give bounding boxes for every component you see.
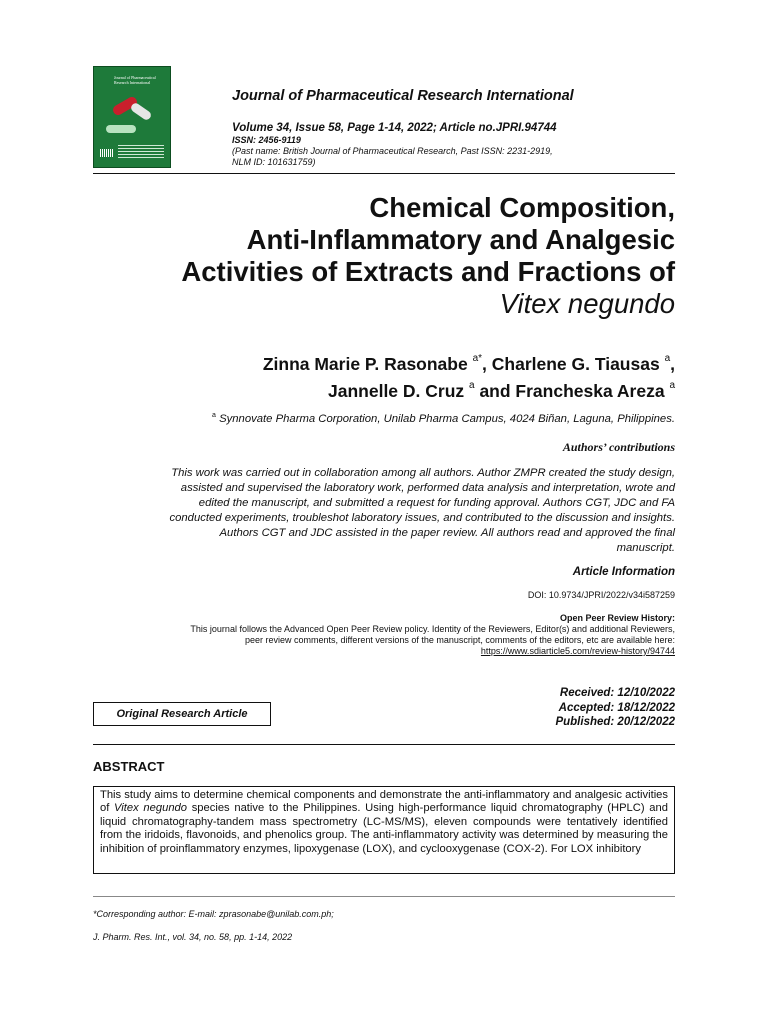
barcode-graphic <box>100 149 114 157</box>
article-type-box: Original Research Article <box>93 702 271 726</box>
pill-graphic <box>106 125 136 133</box>
past-name: (Past name: British Journal of Pharmaceutical Research, Past ISSN: 2231-2919, NLM ID: 101631759) <box>232 146 553 167</box>
article-info-heading: Article Information <box>572 566 675 578</box>
received-date: Received: 12/10/2022 <box>559 687 675 699</box>
journal-name: Journal of Pharmaceutical Research International <box>232 88 574 104</box>
affiliation: $^a$ Synnovate Pharma Corporation, Unilab Pharma Campus, 4024 Biñan, Laguna, Philippines. <box>212 412 675 425</box>
abstract-divider <box>93 744 675 745</box>
abstract-box <box>93 786 675 874</box>
issn: ISSN: 2456-9119 <box>232 135 301 145</box>
header-divider <box>93 173 675 174</box>
doi: DOI: 10.9734/JPRI/2022/v34i587259 <box>527 590 675 600</box>
contributions-text: This work was carried out in collaboration among all authors. Author ZMPR created the study design, assisted and supervised the laboratory work, performed data analysis and interpretation, wrote and edited the manuscript, and submitted a request for funding approval. Authors CGT, JDC and FA conducted experiments, troubleshot laboratory issues, and contributed to the discussion and insights. Authors CGT and JDC assisted in the paper review. All authors read and approved the final manuscript. <box>169 467 675 554</box>
paper-title: Chemical Composition, Anti-Inflammatory and Analgesic Activities of Extracts and Fractions of Vitex negundo <box>95 192 675 320</box>
peer-review-text: This journal follows the Advanced Open Peer Review policy. Identity of the Reviewers, Editor(s) and additional Reviewers, peer review comments, different versions of the manuscript, comments of the editors, etc are available here: https://www.sdiarticle5.com/review-history/94744 <box>95 624 675 657</box>
cover-title: Journal of Pharmaceutical Research International <box>114 75 156 85</box>
corresponding-author: *Corresponding author: E-mail: zprasonabe@unilab.com.ph; <box>93 909 334 919</box>
species-name: Vitex negundo <box>499 288 675 319</box>
accepted-date: Accepted: 18/12/2022 <box>558 701 675 714</box>
pill-graphic <box>129 102 152 122</box>
publication-dates <box>555 686 675 730</box>
abstract-text: This study aims to determine chemical components and demonstrate the anti-inflammatory and analgesic activities of Vitex negundo species native to the Philippines. Using high-performance liquid chromatography (HPLC) and liquid chromatography-tandem mass spectrometry (LC-MS/MS), eleven compounds were tentatively identified from the iridoids, flavonoids, and phenolics group. The anti-inflammatory activity was determined by measuring the inhibition of proinflammatory enzymes, lipoxygenase (LOX), and cyclooxygenase (COX-2). For LOX inhibitory <box>100 789 668 855</box>
citation: J. Pharm. Res. Int., vol. 34, no. 58, pp. 1-14, 2022 <box>93 932 293 942</box>
abstract-heading: ABSTRACT <box>93 759 165 774</box>
published-date: Published: 20/12/2022 <box>555 716 675 728</box>
author-list: Zinna Marie P. Rasonabe $^{a*}$, Charlene G. Tiausas $^a$, Jannelle D. Cruz $^a$ and Francheska Areza $^a$ <box>262 353 675 401</box>
cover-text-lines <box>118 145 164 159</box>
species-name: Vitex negundo <box>114 802 187 815</box>
footnote-divider <box>93 896 675 897</box>
volume-line: Volume 34, Issue 58, Page 1-14, 2022; Article no.JPRI.94744 <box>232 122 557 134</box>
review-history-link[interactable]: https://www.sdiarticle5.com/review-history/94744 <box>480 646 675 656</box>
journal-cover-image <box>93 66 171 168</box>
contributions-heading: Authors’ contributions <box>562 440 675 454</box>
peer-review-heading: Open Peer Review History: <box>559 613 675 623</box>
